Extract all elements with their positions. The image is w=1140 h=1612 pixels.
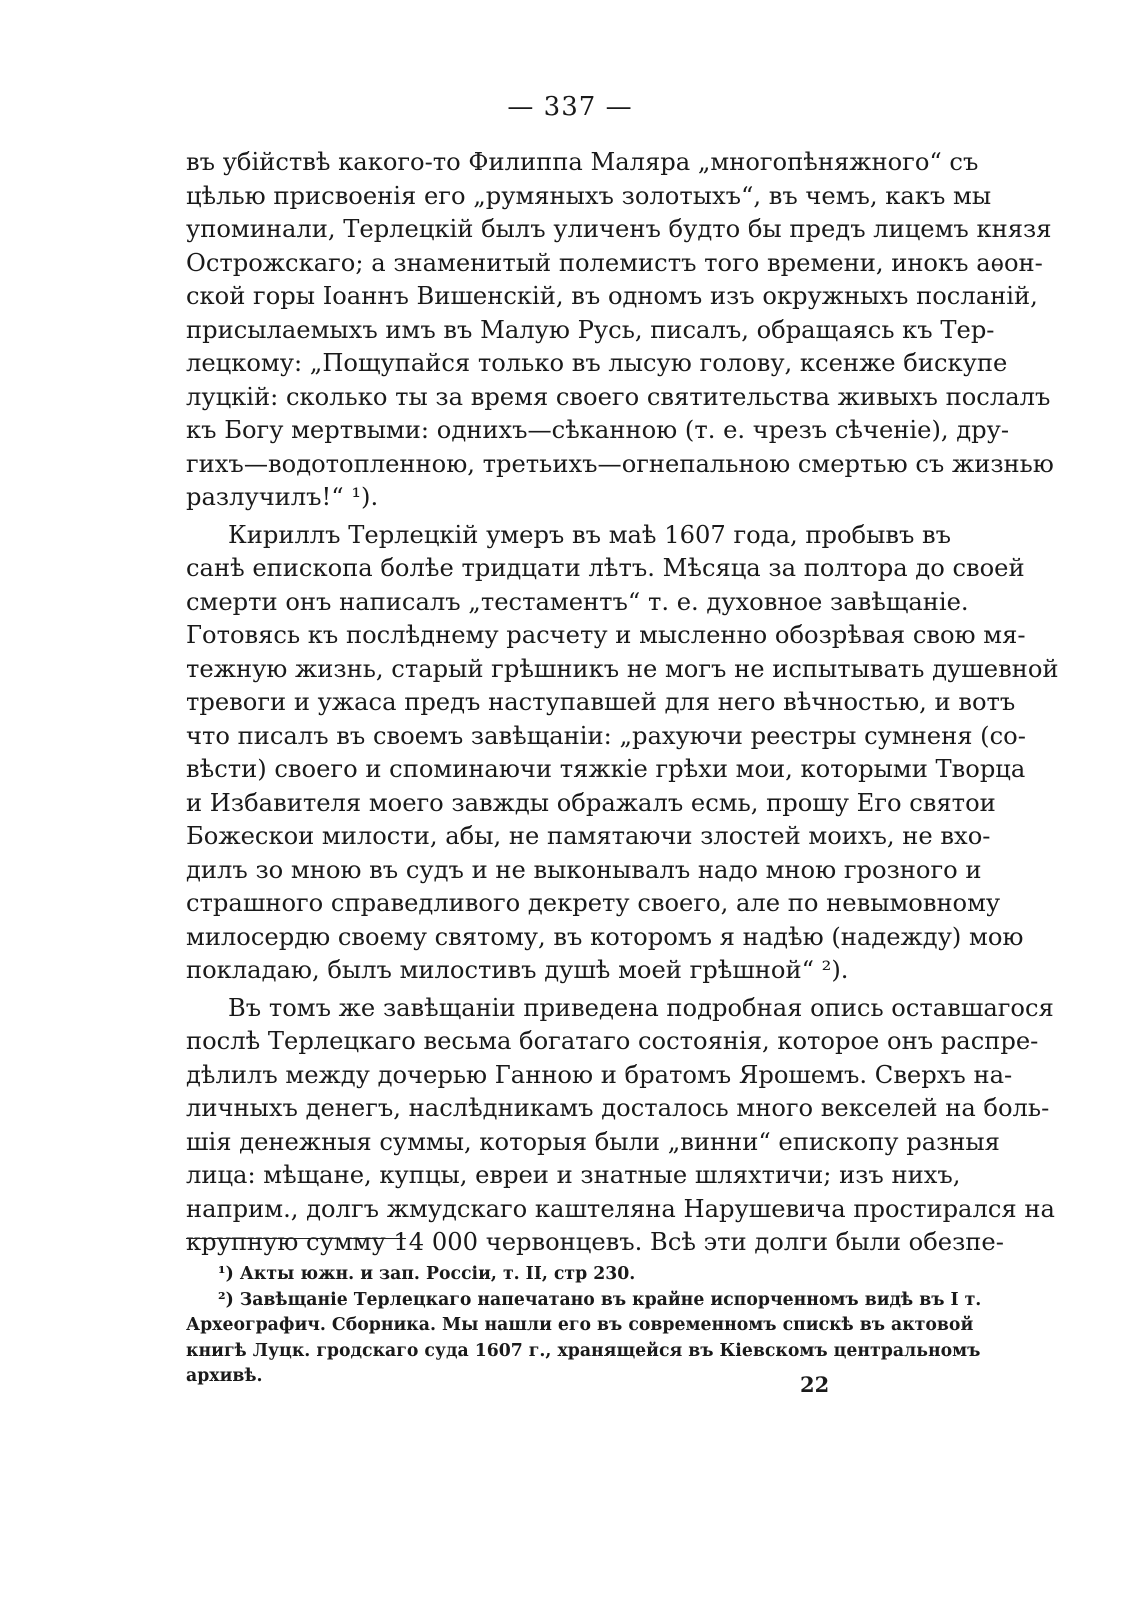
paragraph (186, 519, 1059, 988)
text-line: въ убійствѣ какого-то Филиппа Маляра „многопѣняжного“ съ (186, 148, 979, 176)
footnote-line: ²) Завѣщаніе Терлецкаго напечатано въ крайне испорченномъ видѣ въ I т. (218, 1289, 982, 1310)
text-line: санѣ епископа болѣе тридцати лѣтъ. Мѣсяца за полтора до своей (186, 554, 1025, 582)
text-line: лецкому: „Пощупайся только въ лысую голову, ксенже бискупе (186, 349, 1008, 377)
footnote-divider (186, 1238, 336, 1239)
paragraph (186, 992, 1055, 1260)
text-line: Острожскаго; а знаменитый полемистъ того времени, инокъ аѳон- (186, 248, 1043, 277)
text-line: луцкій: сколько ты за время своего святительства живыхъ послалъ (186, 382, 1051, 411)
text-line: Кириллъ Терлецкій умеръ въ маѣ 1607 года, пробывъ въ (228, 520, 952, 549)
text-line: и Избавителя моего завжды ображалъ есмь, прошу Его святои (186, 788, 996, 817)
text-line: разлучилъ!“ ¹). (186, 483, 379, 511)
text-line: покладаю, былъ милостивъ душѣ моей грѣшной“ ²). (186, 956, 849, 984)
text-line: дилъ зо мною въ судъ и не выконывалъ надо мною грозного и (186, 855, 982, 884)
text-line: къ Богу мертвыми: однихъ—сѣканною (т. е. чрезъ сѣченіе), дру- (186, 416, 1010, 444)
footnote-line: архивѣ. (186, 1366, 263, 1386)
text-line: Готовясь къ послѣднему расчету и мысленно обозрѣвая свою мя- (186, 621, 1026, 649)
text-line: наприм., долгъ жмудскаго каштеляна Нарушевича простирался на (186, 1194, 1055, 1223)
footnote-line: ¹) Акты южн. и зап. Россіи, т. II, стр 230. (218, 1264, 636, 1284)
paragraph (186, 146, 1054, 515)
text-line: вѣсти) своего и споминаючи тяжкіе грѣхи мои, которыми Творца (186, 755, 1026, 783)
text-line: дѣлилъ между дочерью Ганною и братомъ Ярошемъ. Сверхъ на- (186, 1060, 1013, 1089)
page-number-header: — 337 — (507, 92, 633, 122)
main-text (186, 146, 1059, 1260)
footnote-divider (346, 1238, 406, 1239)
text-line: что писалъ въ своемъ завѣщаніи: „рахуючи реестры сумненя (со- (186, 721, 1026, 750)
text-line: послѣ Терлецкаго весьма богатаго состоянія, которое онъ распре- (186, 1027, 1039, 1055)
footnote-line: книгѣ Луцк. гродскаго суда 1607 г., хранящейся въ Кіевскомъ центральномъ (186, 1340, 981, 1361)
text-line: цѣлью присвоенія его „румяныхъ золотыхъ“, въ чемъ, какъ мы (186, 181, 992, 210)
text-line: упоминали, Терлецкій былъ уличенъ будто бы предъ лицемъ князя (186, 215, 1052, 243)
text-line: тревоги и ужаса предъ наступавшей для него вѣчностью, и вотъ (186, 688, 1016, 716)
text-line: крупную сумму 14 000 червонцевъ. Всѣ эти долги были обезпе- (186, 1228, 1004, 1256)
text-line: шія денежныя суммы, которыя были „винни“ епископу разныя (186, 1127, 1000, 1156)
text-line: ской горы Іоаннъ Вишенскій, въ одномъ изъ окружныхъ посланій, (186, 282, 1038, 310)
text-line: лица: мѣщане, купцы, евреи и знатные шляхтичи; изъ нихъ, (186, 1161, 961, 1189)
text-line: личныхъ денегъ, наслѣдникамъ досталось много векселей на боль- (186, 1094, 1050, 1122)
signature-mark: 22 (800, 1372, 830, 1397)
text-line: милосердю своему святому, въ которомъ я надѣю (надежду) мою (186, 922, 1024, 951)
text-line: страшного справедливого декрету своего, але по невымовному (186, 889, 1001, 917)
footnotes (186, 1262, 982, 1390)
text-line: гихъ—водотопленною, третьихъ—огнепальною смертью съ жизнью (186, 449, 1054, 478)
text-line: смерти онъ написалъ „тестаментъ“ т. е. духовное завѣщаніе. (186, 587, 969, 616)
text-line: Въ томъ же завѣщаніи приведена подробная опись оставшагося (228, 993, 1054, 1022)
text-line: Божескои милости, абы, не памятаючи злостей моихъ, не вхо- (186, 822, 991, 850)
text-line: присылаемыхъ имъ въ Малую Русь, писалъ, обращаясь къ Тер- (186, 315, 995, 344)
text-line: тежную жизнь, старый грѣшникъ не могъ не испытывать душевной (186, 654, 1059, 683)
footnote-line: Археографич. Сборника. Мы нашли его въ современномъ спискѣ въ актовой (186, 1315, 974, 1335)
